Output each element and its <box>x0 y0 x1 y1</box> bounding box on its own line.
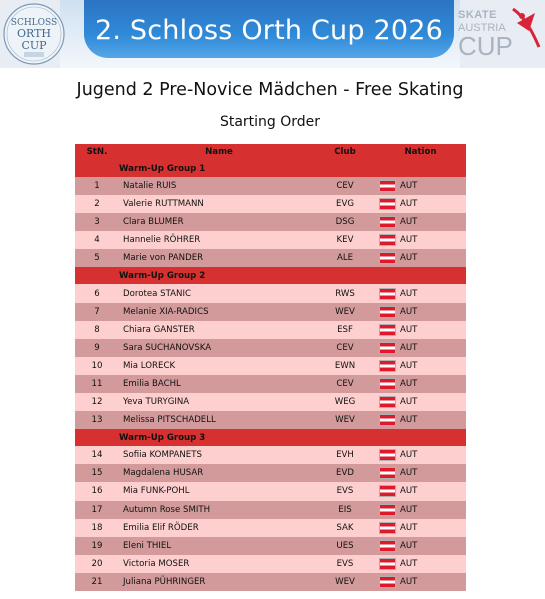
table-row <box>75 284 466 302</box>
austria-flag-icon <box>379 576 396 588</box>
column-header-stn: StN. <box>75 144 119 160</box>
group-spacer-cell <box>75 160 119 177</box>
table-row <box>75 249 466 267</box>
nation-cell <box>375 177 466 195</box>
skater-name-cell: Hannelie RÖHRER <box>119 231 315 249</box>
skater-name-cell: Juliana PÜHRINGER <box>119 573 315 591</box>
club-cell: KEV <box>315 231 375 249</box>
skater-name-cell: Eleni THIEL <box>119 537 315 555</box>
nation-cell <box>375 249 466 267</box>
austria-flag-icon <box>379 540 396 552</box>
nation-code: AUT <box>400 415 418 426</box>
table-row <box>75 446 466 464</box>
skater-name-cell: Melissa PITSCHADELL <box>119 411 315 429</box>
logo-austria-text: AUSTRIA <box>458 22 506 34</box>
skater-name-cell: Valerie RUTTMANN <box>119 195 315 213</box>
table-row <box>75 464 466 482</box>
table-row <box>75 357 466 375</box>
austria-flag-icon <box>379 324 396 336</box>
column-header-name: Name <box>119 144 315 160</box>
nation-cell <box>375 303 466 321</box>
nation-code: AUT <box>400 306 418 317</box>
start-number-cell: 5 <box>75 249 119 267</box>
club-cell: WEV <box>315 303 375 321</box>
nation-code: AUT <box>400 540 418 551</box>
nation-cell <box>375 284 466 302</box>
event-title: 2. Schloss Orth Cup 2026 <box>94 15 443 46</box>
warm-up-group-row <box>75 267 466 284</box>
nation-code: AUT <box>400 217 418 228</box>
start-number-cell: 12 <box>75 393 119 411</box>
nation-cell <box>375 555 466 573</box>
svg-text:ORTH: ORTH <box>16 27 52 40</box>
skater-name-cell: Emilia Elif RÖDER <box>119 519 315 537</box>
austria-flag-icon <box>379 558 396 570</box>
austria-flag-icon <box>379 252 396 264</box>
start-number-cell: 7 <box>75 303 119 321</box>
event-banner <box>0 0 545 68</box>
nation-code: AUT <box>400 199 418 210</box>
table-row <box>75 303 466 321</box>
club-cell: RWS <box>315 284 375 302</box>
start-number-cell: 21 <box>75 573 119 591</box>
nation-cell <box>375 482 466 500</box>
starting-order-body <box>75 160 466 591</box>
nation-cell <box>375 357 466 375</box>
nation-cell <box>375 501 466 519</box>
club-cell: WEV <box>315 411 375 429</box>
nation-code: AUT <box>400 235 418 246</box>
table-row <box>75 177 466 195</box>
start-number-cell: 16 <box>75 482 119 500</box>
table-row <box>75 519 466 537</box>
table-row <box>75 482 466 500</box>
group-spacer-cell <box>75 429 119 446</box>
logo-cup-text: CUP <box>458 31 513 61</box>
austria-flag-icon <box>379 306 396 318</box>
column-header-club: Club <box>315 144 375 160</box>
skater-name-cell: Dorotea STANIC <box>119 284 315 302</box>
nation-code: AUT <box>400 288 418 299</box>
table-row <box>75 375 466 393</box>
austria-flag-icon <box>379 414 396 426</box>
club-cell: EVS <box>315 555 375 573</box>
column-header-nation: Nation <box>375 144 466 160</box>
nation-code: AUT <box>400 181 418 192</box>
table-row <box>75 195 466 213</box>
skater-name-cell: Sofiia KOMPANETS <box>119 446 315 464</box>
table-row <box>75 213 466 231</box>
nation-code: AUT <box>400 397 418 408</box>
nation-cell <box>375 411 466 429</box>
club-cell: EIS <box>315 501 375 519</box>
austria-flag-icon <box>379 288 396 300</box>
nation-cell <box>375 393 466 411</box>
group-spacer-cell <box>75 267 119 284</box>
start-number-cell: 15 <box>75 464 119 482</box>
club-cell: CEV <box>315 177 375 195</box>
start-number-cell: 14 <box>75 446 119 464</box>
start-number-cell: 3 <box>75 213 119 231</box>
austria-flag-icon <box>379 198 396 210</box>
skater-name-cell: Mia LORECK <box>119 357 315 375</box>
austria-flag-icon <box>379 180 396 192</box>
table-row <box>75 573 466 591</box>
club-cell: UES <box>315 537 375 555</box>
nation-code: AUT <box>400 253 418 264</box>
austria-flag-icon <box>379 522 396 534</box>
club-cell: CEV <box>315 339 375 357</box>
nation-cell <box>375 519 466 537</box>
schloss-orth-logo <box>2 2 66 66</box>
club-cell: ESF <box>315 321 375 339</box>
warm-up-group-label: Warm-Up Group 1 <box>119 160 466 177</box>
warm-up-group-label: Warm-Up Group 2 <box>119 267 466 284</box>
table-row <box>75 537 466 555</box>
austria-flag-icon <box>379 449 396 461</box>
skater-name-cell: Autumn Rose SMITH <box>119 501 315 519</box>
table-row <box>75 393 466 411</box>
austria-flag-icon <box>379 216 396 228</box>
nation-code: AUT <box>400 468 418 479</box>
nation-cell <box>375 446 466 464</box>
skater-name-cell: Chiara GANSTER <box>119 321 315 339</box>
austria-flag-icon <box>379 504 396 516</box>
nation-code: AUT <box>400 504 418 515</box>
club-cell: EVS <box>315 482 375 500</box>
austria-flag-icon <box>379 485 396 497</box>
table-row <box>75 321 466 339</box>
start-number-cell: 11 <box>75 375 119 393</box>
starting-order-title: Starting Order <box>219 114 321 130</box>
club-cell: SAK <box>315 519 375 537</box>
skater-name-cell: Marie von PANDER <box>119 249 315 267</box>
warm-up-group-row <box>75 160 466 177</box>
warm-up-group-row <box>75 429 466 446</box>
club-cell: EVG <box>315 195 375 213</box>
nation-code: AUT <box>400 486 418 497</box>
club-cell: CEV <box>315 375 375 393</box>
logo-skate-text: SKATE <box>458 9 497 21</box>
club-cell: EVD <box>315 464 375 482</box>
austria-flag-icon <box>379 234 396 246</box>
category-title: Jugend 2 Pre-Novice Mädchen - Free Skating <box>76 80 464 100</box>
table-row <box>75 501 466 519</box>
nation-code: AUT <box>400 378 418 389</box>
nation-code: AUT <box>400 450 418 461</box>
nation-cell <box>375 321 466 339</box>
skater-name-cell: Natalie RUIS <box>119 177 315 195</box>
club-cell: DSG <box>315 213 375 231</box>
svg-text:CUP: CUP <box>21 39 47 52</box>
nation-cell <box>375 573 466 591</box>
skater-name-cell: Clara BLUMER <box>119 213 315 231</box>
table-row <box>75 339 466 357</box>
nation-code: AUT <box>400 360 418 371</box>
austria-flag-icon <box>379 378 396 390</box>
nation-code: AUT <box>400 324 418 335</box>
nation-cell <box>375 375 466 393</box>
table-row <box>75 411 466 429</box>
start-number-cell: 19 <box>75 537 119 555</box>
club-cell: EVH <box>315 446 375 464</box>
table-row <box>75 231 466 249</box>
skater-name-cell: Magdalena HUSAR <box>119 464 315 482</box>
skater-name-cell: Emilia BACHL <box>119 375 315 393</box>
club-cell: EWN <box>315 357 375 375</box>
nation-cell <box>375 195 466 213</box>
start-number-cell: 13 <box>75 411 119 429</box>
start-number-cell: 18 <box>75 519 119 537</box>
start-number-cell: 20 <box>75 555 119 573</box>
starting-order-table <box>75 144 466 591</box>
start-number-cell: 10 <box>75 357 119 375</box>
club-cell: WEV <box>315 573 375 591</box>
svg-text:SCHLOSS: SCHLOSS <box>10 18 58 28</box>
austria-flag-icon <box>379 396 396 408</box>
nation-code: AUT <box>400 522 418 533</box>
nation-cell <box>375 537 466 555</box>
nation-code: AUT <box>400 558 418 569</box>
skater-name-cell: Victoria MOSER <box>119 555 315 573</box>
start-number-cell: 2 <box>75 195 119 213</box>
nation-cell <box>375 213 466 231</box>
club-cell: ALE <box>315 249 375 267</box>
start-number-cell: 4 <box>75 231 119 249</box>
nation-cell <box>375 231 466 249</box>
club-cell: WEG <box>315 393 375 411</box>
austria-flag-icon <box>379 467 396 479</box>
austria-flag-icon <box>379 360 396 372</box>
start-number-cell: 1 <box>75 177 119 195</box>
skater-name-cell: Melanie XIA-RADICS <box>119 303 315 321</box>
start-number-cell: 17 <box>75 501 119 519</box>
warm-up-group-label: Warm-Up Group 3 <box>119 429 466 446</box>
skater-name-cell: Mia FUNK-POHL <box>119 482 315 500</box>
nation-code: AUT <box>400 342 418 353</box>
nation-cell <box>375 464 466 482</box>
skater-name-cell: Sara SUCHANOVSKA <box>119 339 315 357</box>
nation-cell <box>375 339 466 357</box>
austria-flag-icon <box>379 342 396 354</box>
table-row <box>75 555 466 573</box>
nation-code: AUT <box>400 576 418 587</box>
skater-name-cell: Yeva TURYGINA <box>119 393 315 411</box>
table-header-row <box>75 144 466 160</box>
start-number-cell: 6 <box>75 284 119 302</box>
start-number-cell: 9 <box>75 339 119 357</box>
start-number-cell: 8 <box>75 321 119 339</box>
